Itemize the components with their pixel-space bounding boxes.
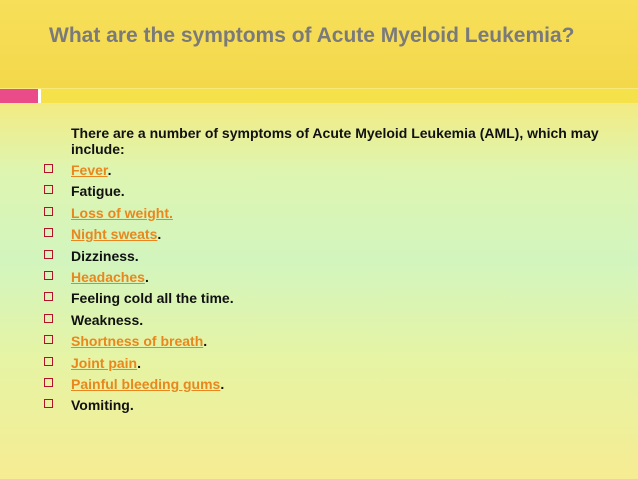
list-item: [0, 266, 638, 287]
list-item-text: [71, 181, 125, 201]
symptom-link[interactable]: Fever: [71, 162, 108, 178]
symptom-link[interactable]: Shortness of breath: [71, 333, 204, 350]
list-item: [0, 309, 638, 330]
symptom-label: Dizziness.: [71, 247, 139, 264]
square-bullet-icon: [44, 271, 53, 280]
list-item-text: [71, 310, 143, 330]
square-bullet-icon: [44, 335, 53, 344]
intro-text: There are a number of symptoms of Acute Myeloid Leukemia (AML), which may include:: [71, 125, 599, 157]
list-item-text: [71, 374, 224, 394]
symptom-list: [0, 159, 638, 416]
list-item-text: [71, 331, 207, 351]
list-item-text: [71, 267, 149, 287]
list-item-text: [71, 353, 141, 373]
square-bullet-icon: [44, 292, 53, 301]
list-item-text: [71, 246, 139, 266]
list-item: [0, 245, 638, 266]
symptom-link[interactable]: Loss of weight.: [71, 204, 173, 221]
symptom-label: Vomiting.: [71, 397, 134, 414]
item-suffix: .: [157, 226, 162, 243]
list-item-text: [71, 288, 234, 308]
symptom-label: Fatigue.: [71, 183, 125, 200]
square-bullet-icon: [44, 207, 53, 216]
symptom-link[interactable]: Headaches: [71, 268, 145, 285]
item-suffix: .: [203, 333, 208, 350]
list-item: [0, 394, 638, 415]
list-item: [0, 373, 638, 394]
item-suffix: .: [220, 375, 225, 392]
list-item: [0, 223, 638, 244]
list-item-text: [71, 224, 161, 244]
square-bullet-icon: [44, 164, 53, 173]
title-band: [0, 0, 638, 88]
symptom-link[interactable]: Painful bleeding gums: [71, 375, 221, 392]
square-bullet-icon: [44, 357, 53, 366]
symptom-label: Weakness.: [71, 311, 144, 328]
symptom-label: Feeling cold all the time.: [71, 290, 234, 307]
square-bullet-icon: [44, 378, 53, 387]
item-suffix: .: [107, 162, 112, 178]
accent-bar-red: [0, 89, 38, 103]
list-item: [0, 352, 638, 373]
list-item-text: [71, 395, 134, 415]
accent-bar-yellow: [41, 89, 638, 103]
symptom-link[interactable]: Joint pain: [71, 354, 138, 371]
list-item-text: [71, 160, 111, 180]
square-bullet-icon: [44, 314, 53, 323]
list-item: [0, 330, 638, 351]
list-item: [0, 180, 638, 201]
list-item: [0, 159, 638, 180]
symptom-link[interactable]: Night sweats: [71, 226, 158, 243]
list-item: [0, 202, 638, 223]
item-suffix: .: [137, 354, 142, 371]
square-bullet-icon: [44, 250, 53, 259]
slide-title: What are the symptoms of Acute Myeloid Leukemia?: [49, 24, 575, 47]
square-bullet-icon: [44, 185, 53, 194]
item-suffix: .: [144, 268, 149, 285]
list-item: [0, 287, 638, 308]
square-bullet-icon: [44, 228, 53, 237]
list-item-text: [71, 203, 173, 223]
square-bullet-icon: [44, 399, 53, 408]
